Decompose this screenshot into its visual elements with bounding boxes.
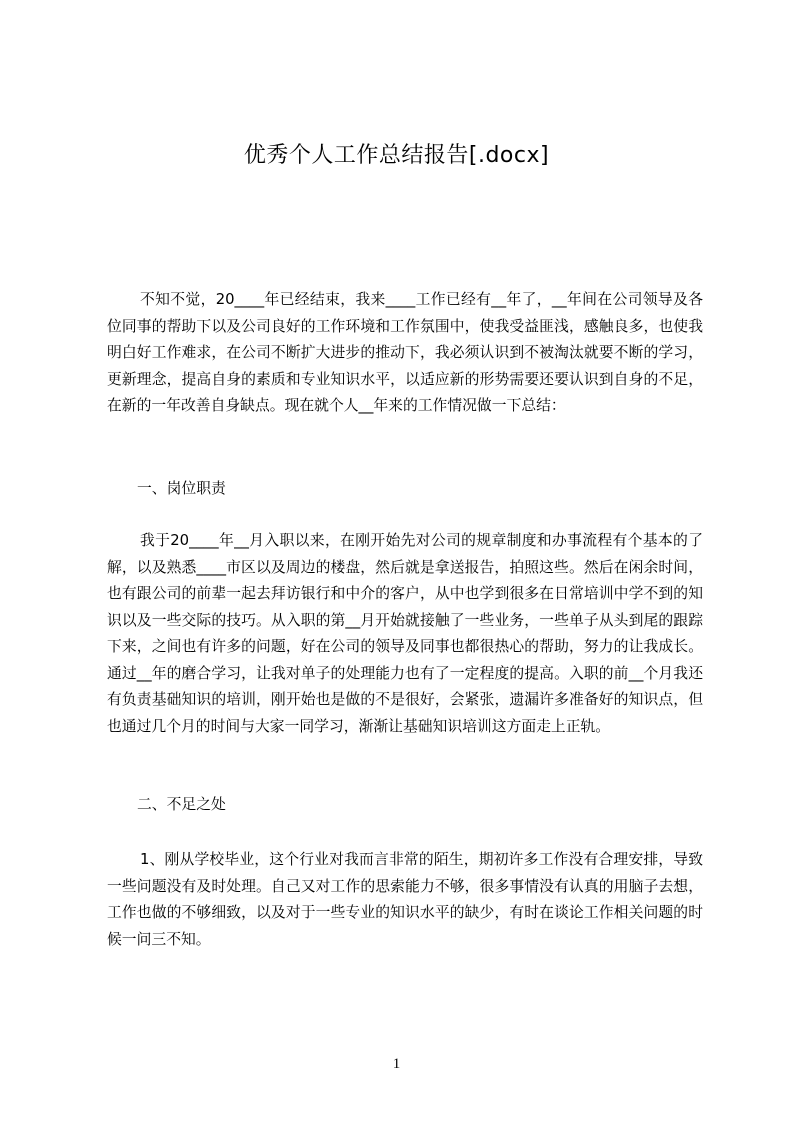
shortcomings-item-1: 1、刚从学校毕业，这个行业对我而言非常的陌生，期初许多工作没有合理安排，导致一些问题没有及时处理。自己又对工作的思索能力不够，很多事情没有认真的用脑子去想，工作也做的不够细致，以及对于一些专业的知识水平的缺少，有时在谈论工作相关问题的时候一问三不知。 [107,851,703,948]
section-heading-shortcomings: 二、不足之处 [137,796,226,813]
section-heading-job-duties: 一、岗位职责 [137,480,226,497]
intro-paragraph: 不知不觉，20____年已经结束，我来____工作已经有__年了，__年间在公司领导及各位同事的帮助下以及公司良好的工作环境和工作氛围中，使我受益匪浅，感触良多，也使我明白好工作难求，在公司不断扩大进步的推动下，我必须认识到不被淘汰就要不断的学习，更新理念，提高自身的素质和专业知识水平，以适应新的形势需要还要认识到自身的不足，在新的一年改善自身缺点。现在就个人__年来的工作情况做一下总结： [107,291,703,414]
page-number: 1 [392,1056,401,1072]
document-title: 优秀个人工作总结报告[.docx] [243,143,550,168]
job-duties-paragraph: 我于20____年__月入职以来，在刚开始先对公司的规章制度和办事流程有个基本的了解，以及熟悉____市区以及周边的楼盘，然后就是拿送报告，拍照这些。然后在闲余时间，也有跟公司的前辈一起去拜访银行和中介的客户，从中也学到很多在日常培训中学不到的知识以及一些交际的技巧。从入职的第__月开始就接触了一些业务，一些单子从头到尾的跟踪下来，之间也有许多的问题，好在公司的领导及同事也都很热心的帮助，努力的让我成长。通过__年的磨合学习，让我对单子的处理能力也有了一定程度的提高。入职的前__个月我还有负责基础知识的培训，刚开始也是做的不是很好，会紧张，遗漏许多准备好的知识点，但也通过几个月的时间与大家一同学习，渐渐让基础知识培训这方面走上正轨。 [107,532,703,735]
